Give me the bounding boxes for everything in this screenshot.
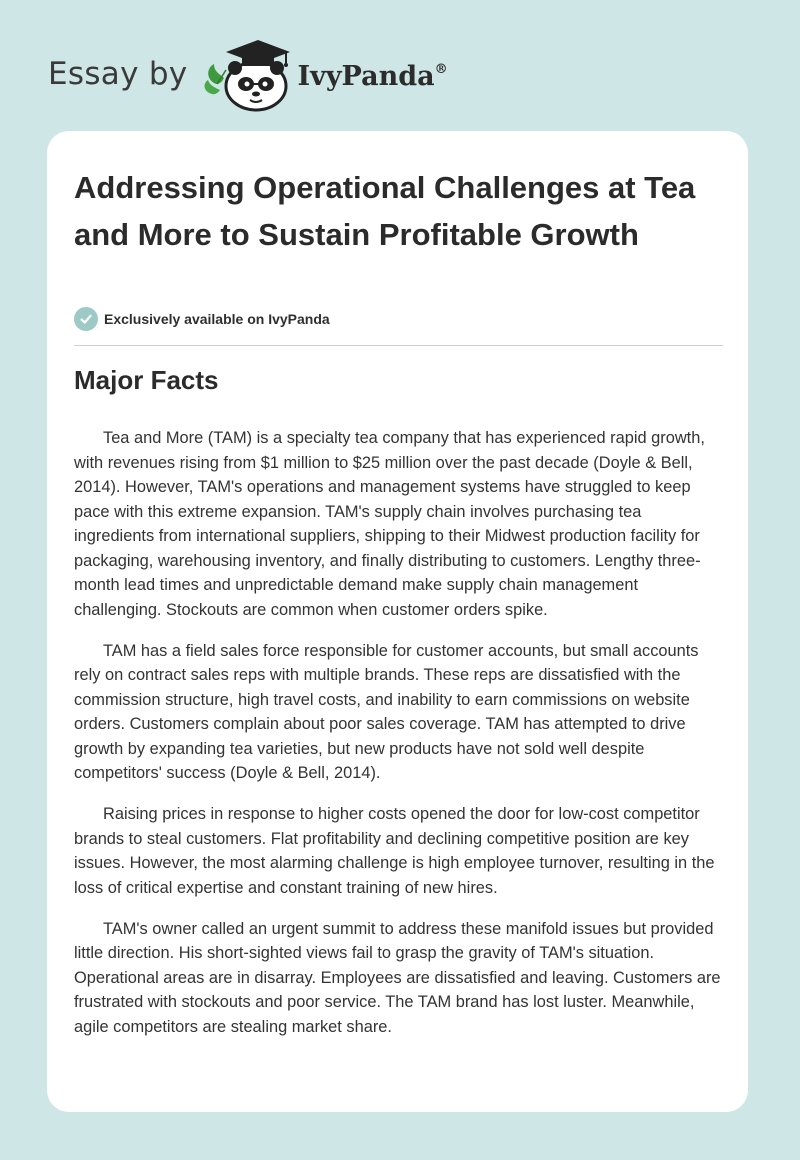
site-header: [48, 34, 448, 114]
exclusive-availability: [74, 307, 330, 331]
exclusive-label: Exclusively available on IvyPanda: [104, 311, 330, 327]
leaf-icon: [204, 64, 225, 94]
paragraph: TAM's owner called an urgent summit to address these manifold issues but provided little direction. His short-sighted views fail to grasp the gravity of TAM's situation. Operational areas are in disarray. Employees are dissatisfied and leaving. Customers are frustrated with stockouts and poor service. The TAM brand has lost luster. Meanwhile, agile competitors are stealing market share.: [74, 919, 721, 1036]
paragraph: Tea and More (TAM) is a specialty tea company that has experienced rapid growth, with revenues rising from $1 million to $25 million over the past decade (Doyle & Bell, 2014). However, TAM's operations and management systems have struggled to keep pace with this extreme expansion. TAM's supply chain involves purchasing tea ingredients from international suppliers, shipping to their Midwest production facility for packaging, warehousing inventory, and finally distributing to customers. Lengthy three-month lead times and unpredictable demand make supply chain management challenging. Stockouts are common when customer orders spike.: [74, 429, 705, 619]
article-body: [74, 426, 724, 1056]
panda-graduate-logo-icon[interactable]: [202, 34, 292, 114]
article-card: [47, 131, 748, 1112]
paragraph: TAM has a field sales force responsible for customer accounts, but small accounts rely on contract sales reps with multiple brands. These reps are dissatisfied with the commission structure, high travel costs, and inability to earn commissions on website orders. Customers complain about poor sales coverage. TAM has attempted to drive growth by expanding tea varieties, but new products have not sold well despite competitors' success (Doyle & Bell, 2014).: [74, 641, 699, 782]
brand-name: IvyPanda®: [297, 60, 448, 92]
registered-mark: ®: [434, 61, 448, 77]
article-title: Addressing Operational Challenges at Tea and More to Sustain Profitable Growth: [74, 170, 696, 252]
check-badge-icon: [74, 307, 98, 331]
section-heading: Major Facts: [74, 365, 219, 395]
paragraph: Raising prices in response to higher costs opened the door for low-cost competitor brands to steal customers. Flat profitability and declining competitive position are key issues. However, the most alarming challenge is high employee turnover, resulting in the loss of critical expertise and constant training of new hires.: [74, 805, 715, 897]
divider: [74, 345, 723, 346]
essay-by-label: Essay by: [48, 56, 188, 92]
